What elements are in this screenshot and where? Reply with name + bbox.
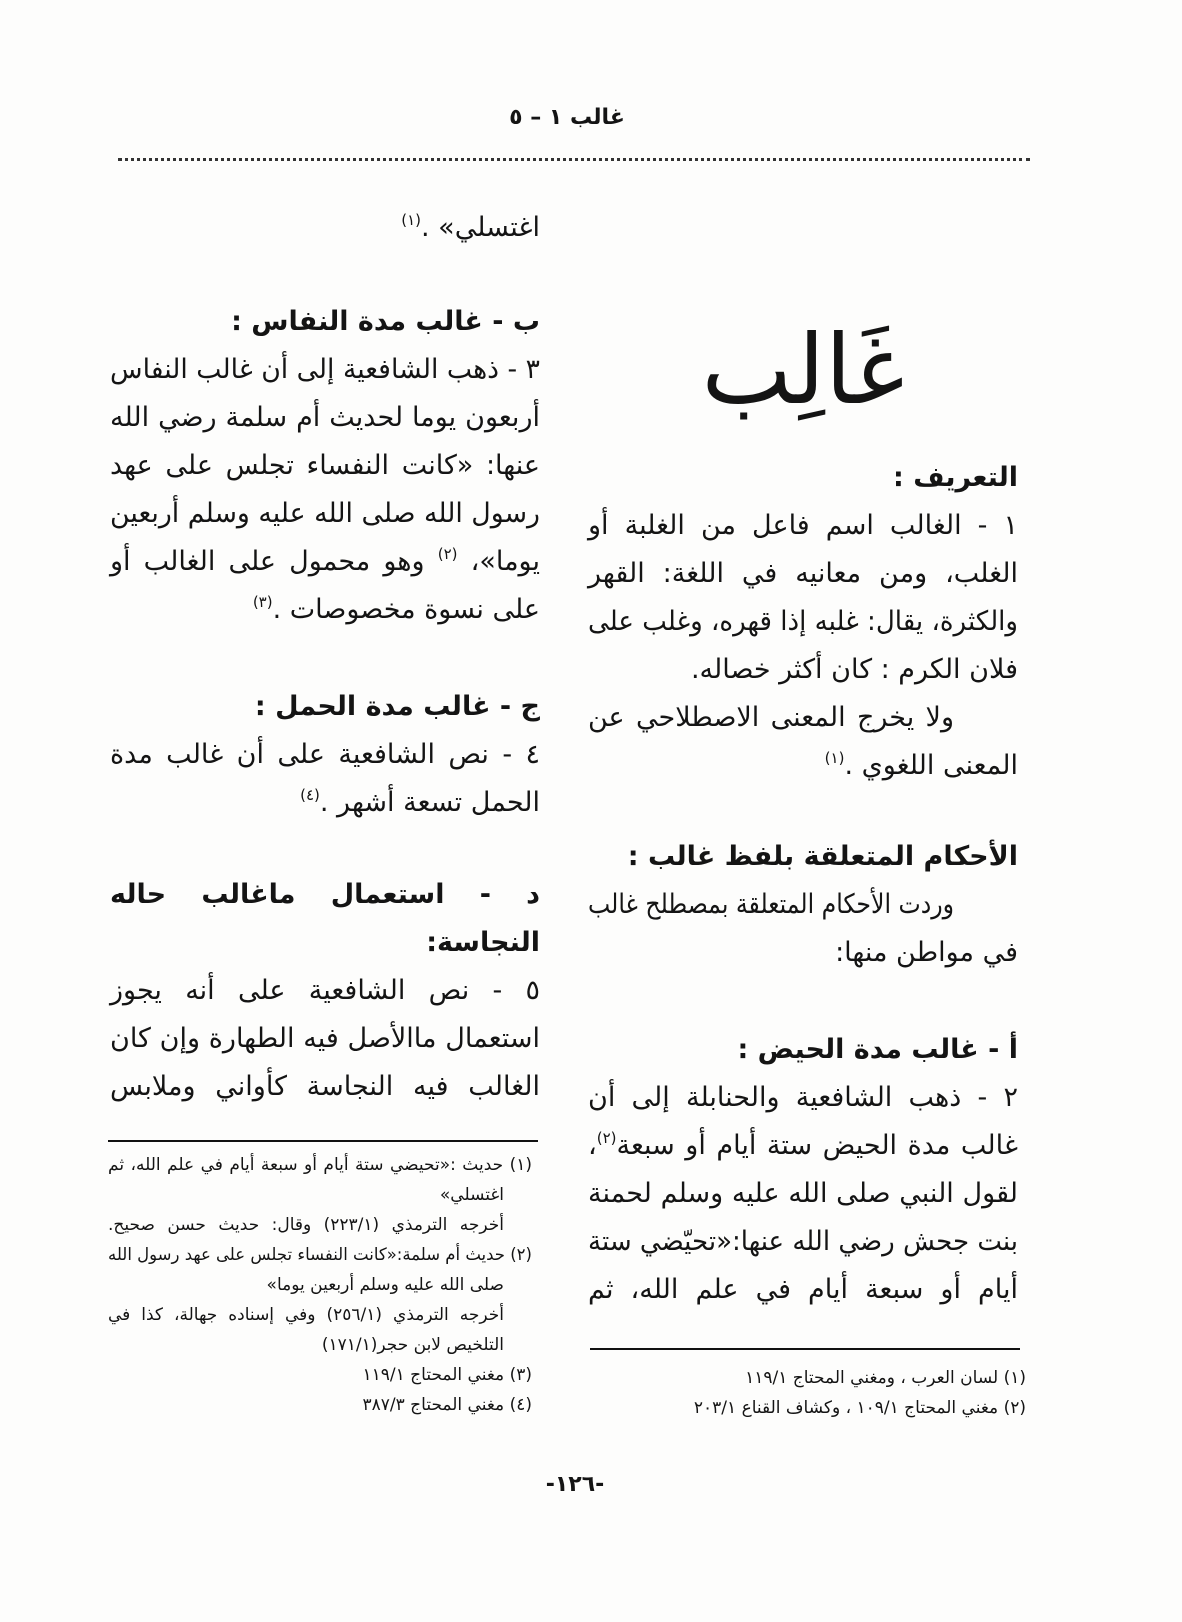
- footnote-line: (٣) مغني المحتاج ١١٩/١: [362, 1365, 532, 1385]
- body-line: ولا يخرج المعنى الاصطلاحي عن: [588, 702, 954, 733]
- body-line: الغالب فيه النجاسة كأواني وملابس: [110, 1071, 540, 1102]
- section-heading: د - استعمال ماغالب حاله: [110, 879, 540, 910]
- section-heading: النجاسة:: [426, 927, 540, 958]
- footnote-ref: (١): [824, 748, 845, 767]
- body-line: أيام أو سبعة أيام في علم الله، ثم: [588, 1274, 1018, 1305]
- footnote-rule: [590, 1348, 1020, 1350]
- line-text: يوما»،: [470, 546, 540, 577]
- footnote-ref: (١): [401, 210, 422, 229]
- definition-section: [588, 454, 1018, 790]
- line-text: ،: [588, 1130, 597, 1161]
- running-header: غالب ١ – ٥: [509, 105, 625, 130]
- footnotes-right: [590, 1363, 1026, 1423]
- line-text: على نسوة مخصوصات .: [272, 594, 540, 625]
- body-line: وردت الأحكام المتعلقة بمصطلح غالب: [587, 889, 954, 920]
- section-b: [110, 298, 540, 634]
- body-line: ٥ - نص الشافعية على أنه يجوز: [110, 975, 540, 1006]
- header-rule: [118, 158, 1030, 161]
- body-line: استعمال ماالأصل فيه الطهارة وإن كان: [110, 1023, 540, 1054]
- body-line: عنها: «كانت النفساء تجلس على عهد: [110, 450, 540, 481]
- line-text: المعنى اللغوي .: [844, 750, 1018, 781]
- page-number: -١٢٦-: [545, 1472, 605, 1497]
- continuation: [110, 204, 540, 252]
- body-line: ٤ - نص الشافعية على أن غالب مدة: [110, 739, 540, 770]
- entry-title: غَالِب: [701, 314, 905, 426]
- footnote-ref: (٤): [300, 785, 320, 804]
- body-line: [110, 538, 540, 586]
- footnote-rule: [108, 1140, 538, 1142]
- body-line: [588, 742, 1018, 790]
- body-line: فلان الكرم : كان أكثر خصاله.: [690, 654, 1018, 685]
- body-line: في مواطن منها:: [835, 937, 1018, 968]
- body-line: لقول النبي صلى الله عليه وسلم لحمنة: [588, 1178, 1018, 1209]
- body-line: [110, 204, 540, 252]
- footnotes-left: [108, 1150, 532, 1420]
- footnote-line: (١) حديث :«تحيضي ستة أيام أو سبعة أيام في علم الله، ثم: [108, 1155, 532, 1175]
- line-text: الحمل تسعة أشهر .: [319, 787, 540, 818]
- body-line: [110, 586, 540, 634]
- line-text: اغتسلي» .: [421, 212, 540, 243]
- section-heading: الأحكام المتعلقة بلفظ غالب :: [627, 841, 1018, 872]
- body-line: أربعون يوما لحديث أم سلمة رضي الله: [110, 402, 540, 433]
- section-heading: ج - غالب مدة الحمل :: [254, 691, 540, 722]
- rulings-section: [588, 833, 1018, 977]
- footnote-line: أخرجه الترمذي (٢٢٣/١) وقال: حديث حسن صحيح.: [108, 1215, 504, 1235]
- section-a: [588, 1026, 1018, 1314]
- section-c: [110, 683, 540, 827]
- section-d: [110, 871, 540, 1111]
- footnote-line: (٢) حديث أم سلمة:«كانت النفساء تجلس على عهد رسول الله: [107, 1245, 532, 1265]
- body-line: ٢ - ذهب الشافعية والحنابلة إلى أن: [588, 1082, 1018, 1113]
- body-line: رسول الله صلى الله عليه وسلم أربعين: [110, 498, 540, 529]
- body-line: ٣ - ذهب الشافعية إلى أن غالب النفاس: [110, 354, 540, 385]
- section-heading: ب - غالب مدة النفاس :: [231, 306, 540, 337]
- footnote-ref: (٢): [437, 544, 458, 563]
- section-heading: التعريف :: [893, 462, 1018, 493]
- footnote-line: (١) لسان العرب ، ومغني المحتاج ١١٩/١: [745, 1368, 1026, 1388]
- body-line: بنت جحش رضي الله عنها:«تحيّضي ستة: [588, 1226, 1018, 1257]
- footnote-ref: (٣): [252, 592, 273, 611]
- line-text: وهو محمول على الغالب أو: [110, 546, 425, 577]
- footnote-line: (٤) مغني المحتاج ٣٨٧/٣: [362, 1395, 532, 1415]
- body-line: ١ - الغالب اسم فاعل من الغلبة أو: [588, 510, 1018, 541]
- line-text: غالب مدة الحيض ستة أيام أو سبعة: [616, 1130, 1018, 1161]
- body-line: [588, 1122, 1018, 1170]
- footnote-ref: (٢): [596, 1128, 617, 1147]
- footnote-line: (٢) مغني المحتاج ١٠٩/١ ، وكشاف القناع ٢٠٣/١: [693, 1398, 1026, 1418]
- footnote-line: التلخيص لابن حجر(١٧١/١): [321, 1335, 504, 1355]
- body-line: الغلب، ومن معانيه في اللغة: القهر: [588, 558, 1018, 589]
- body-line: والكثرة، يقال: غلبه إذا قهره، وغلب على: [588, 606, 1018, 637]
- section-heading: أ - غالب مدة الحيض :: [737, 1034, 1018, 1065]
- footnote-line: اغتسلي»: [439, 1185, 504, 1205]
- footnote-line: صلى الله عليه وسلم أربعين يوما»: [266, 1275, 504, 1295]
- footnote-line: أخرجه الترمذي (٢٥٦/١) وفي إسناده جهالة، كذا في: [108, 1305, 504, 1325]
- body-line: [110, 779, 540, 827]
